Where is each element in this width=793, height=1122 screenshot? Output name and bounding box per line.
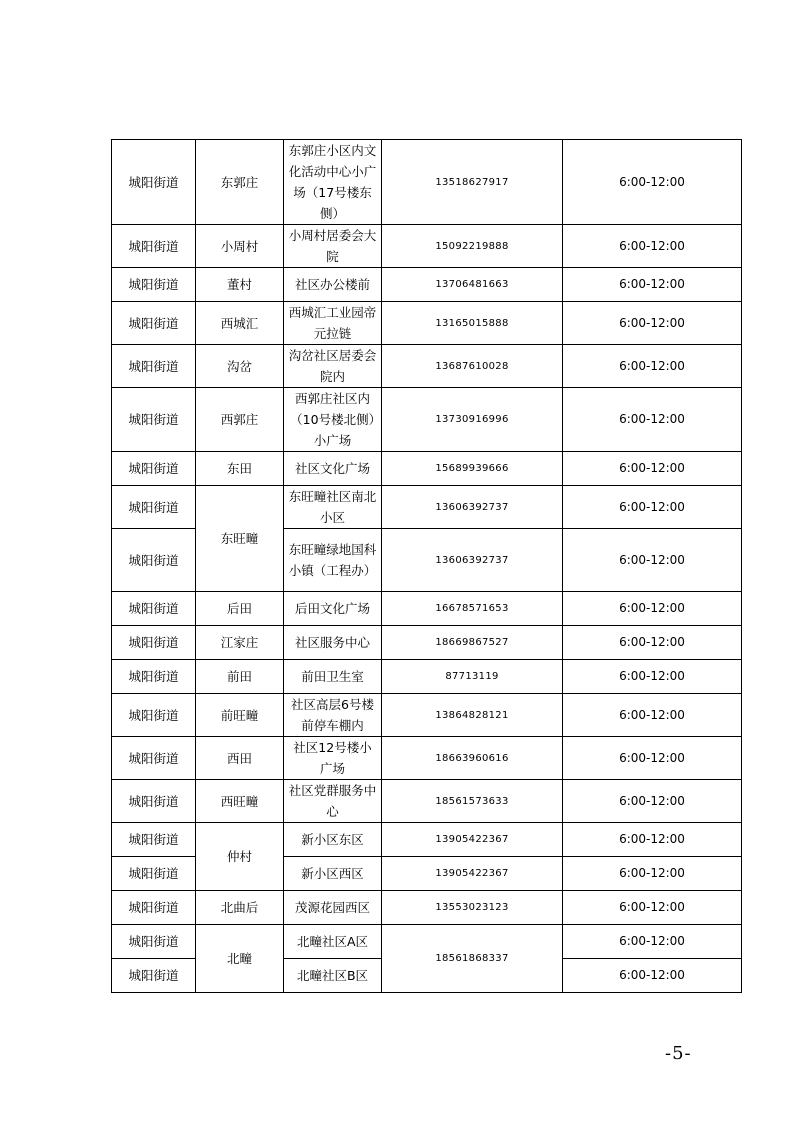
- community-cell: 江家庄: [196, 626, 284, 660]
- schedule-table: [111, 139, 742, 993]
- street-cell: 城阳街道: [112, 959, 196, 993]
- phone-cell: 18561868337: [382, 925, 563, 993]
- street-cell: 城阳街道: [112, 452, 196, 486]
- phone-cell: 13687610028: [382, 345, 563, 388]
- hours-cell: 6:00-12:00: [563, 486, 742, 529]
- table-row: [112, 486, 742, 529]
- location-cell: 后田文化广场: [284, 592, 382, 626]
- street-cell: 城阳街道: [112, 857, 196, 891]
- location-cell: 北疃社区B区: [284, 959, 382, 993]
- phone-cell: 18663960616: [382, 737, 563, 780]
- street-cell: 城阳街道: [112, 737, 196, 780]
- table-row: [112, 302, 742, 345]
- location-cell: 前田卫生室: [284, 660, 382, 694]
- phone-cell: 15689939666: [382, 452, 563, 486]
- hours-cell: 6:00-12:00: [563, 452, 742, 486]
- location-cell: 新小区东区: [284, 823, 382, 857]
- phone-cell: 13606392737: [382, 486, 563, 529]
- street-cell: 城阳街道: [112, 268, 196, 302]
- table-row: [112, 388, 742, 452]
- hours-cell: 6:00-12:00: [563, 925, 742, 959]
- phone-cell: 13905422367: [382, 857, 563, 891]
- hours-cell: 6:00-12:00: [563, 737, 742, 780]
- phone-cell: 13518627917: [382, 140, 563, 225]
- table-row: [112, 737, 742, 780]
- location-cell: 社区服务中心: [284, 626, 382, 660]
- hours-cell: 6:00-12:00: [563, 694, 742, 737]
- community-cell: 北疃: [196, 925, 284, 993]
- location-cell: 东旺疃绿地国科小镇（工程办）: [284, 529, 382, 592]
- street-cell: 城阳街道: [112, 345, 196, 388]
- hours-cell: 6:00-12:00: [563, 140, 742, 225]
- hours-cell: 6:00-12:00: [563, 823, 742, 857]
- community-cell: 仲村: [196, 823, 284, 891]
- location-cell: 社区12号楼小广场: [284, 737, 382, 780]
- street-cell: 城阳街道: [112, 225, 196, 268]
- hours-cell: 6:00-12:00: [563, 959, 742, 993]
- street-cell: 城阳街道: [112, 388, 196, 452]
- phone-cell: 18561573633: [382, 780, 563, 823]
- community-cell: 后田: [196, 592, 284, 626]
- phone-cell: 13864828121: [382, 694, 563, 737]
- street-cell: 城阳街道: [112, 140, 196, 225]
- phone-cell: 87713119: [382, 660, 563, 694]
- hours-cell: 6:00-12:00: [563, 891, 742, 925]
- phone-cell: 18669867527: [382, 626, 563, 660]
- hours-cell: 6:00-12:00: [563, 345, 742, 388]
- community-cell: 西旺疃: [196, 780, 284, 823]
- phone-cell: 15092219888: [382, 225, 563, 268]
- street-cell: 城阳街道: [112, 529, 196, 592]
- table-row: [112, 345, 742, 388]
- location-cell: 沟岔社区居委会院内: [284, 345, 382, 388]
- location-cell: 社区党群服务中心: [284, 780, 382, 823]
- street-cell: 城阳街道: [112, 592, 196, 626]
- hours-cell: 6:00-12:00: [563, 592, 742, 626]
- table-row: [112, 452, 742, 486]
- phone-cell: 13165015888: [382, 302, 563, 345]
- location-cell: 社区文化广场: [284, 452, 382, 486]
- table-row: [112, 823, 742, 857]
- community-cell: 东旺疃: [196, 486, 284, 592]
- table-row: [112, 891, 742, 925]
- table-row: [112, 780, 742, 823]
- hours-cell: 6:00-12:00: [563, 302, 742, 345]
- street-cell: 城阳街道: [112, 891, 196, 925]
- community-cell: 前田: [196, 660, 284, 694]
- phone-cell: 16678571653: [382, 592, 563, 626]
- hours-cell: 6:00-12:00: [563, 529, 742, 592]
- location-cell: 北疃社区A区: [284, 925, 382, 959]
- community-cell: 西田: [196, 737, 284, 780]
- table-row: [112, 626, 742, 660]
- community-cell: 西城汇: [196, 302, 284, 345]
- table-row: [112, 660, 742, 694]
- hours-cell: 6:00-12:00: [563, 857, 742, 891]
- community-cell: 董村: [196, 268, 284, 302]
- street-cell: 城阳街道: [112, 694, 196, 737]
- street-cell: 城阳街道: [112, 486, 196, 529]
- table-row: [112, 268, 742, 302]
- hours-cell: 6:00-12:00: [563, 780, 742, 823]
- street-cell: 城阳街道: [112, 925, 196, 959]
- street-cell: 城阳街道: [112, 660, 196, 694]
- hours-cell: 6:00-12:00: [563, 660, 742, 694]
- community-cell: 沟岔: [196, 345, 284, 388]
- community-cell: 前旺疃: [196, 694, 284, 737]
- street-cell: 城阳街道: [112, 823, 196, 857]
- hours-cell: 6:00-12:00: [563, 626, 742, 660]
- location-cell: 东郭庄小区内文化活动中心小广场（17号楼东侧）: [284, 140, 382, 225]
- table-row: [112, 592, 742, 626]
- page-number: -5-: [665, 1043, 692, 1064]
- location-cell: 小周村居委会大院: [284, 225, 382, 268]
- location-cell: 西郭庄社区内（10号楼北侧）小广场: [284, 388, 382, 452]
- community-cell: 东田: [196, 452, 284, 486]
- location-cell: 西城汇工业园帝元拉链: [284, 302, 382, 345]
- hours-cell: 6:00-12:00: [563, 225, 742, 268]
- phone-cell: 13553023123: [382, 891, 563, 925]
- phone-cell: 13606392737: [382, 529, 563, 592]
- location-cell: 茂源花园西区: [284, 891, 382, 925]
- table-row: [112, 694, 742, 737]
- phone-cell: 13706481663: [382, 268, 563, 302]
- community-cell: 东郭庄: [196, 140, 284, 225]
- community-cell: 北曲后: [196, 891, 284, 925]
- phone-cell: 13905422367: [382, 823, 563, 857]
- location-cell: 东旺疃社区南北小区: [284, 486, 382, 529]
- street-cell: 城阳街道: [112, 780, 196, 823]
- street-cell: 城阳街道: [112, 626, 196, 660]
- table-row: [112, 225, 742, 268]
- hours-cell: 6:00-12:00: [563, 388, 742, 452]
- phone-cell: 13730916996: [382, 388, 563, 452]
- table-row: [112, 925, 742, 959]
- location-cell: 社区办公楼前: [284, 268, 382, 302]
- street-cell: 城阳街道: [112, 302, 196, 345]
- community-cell: 西郭庄: [196, 388, 284, 452]
- hours-cell: 6:00-12:00: [563, 268, 742, 302]
- location-cell: 新小区西区: [284, 857, 382, 891]
- community-cell: 小周村: [196, 225, 284, 268]
- table-row: [112, 140, 742, 225]
- location-cell: 社区高层6号楼前停车棚内: [284, 694, 382, 737]
